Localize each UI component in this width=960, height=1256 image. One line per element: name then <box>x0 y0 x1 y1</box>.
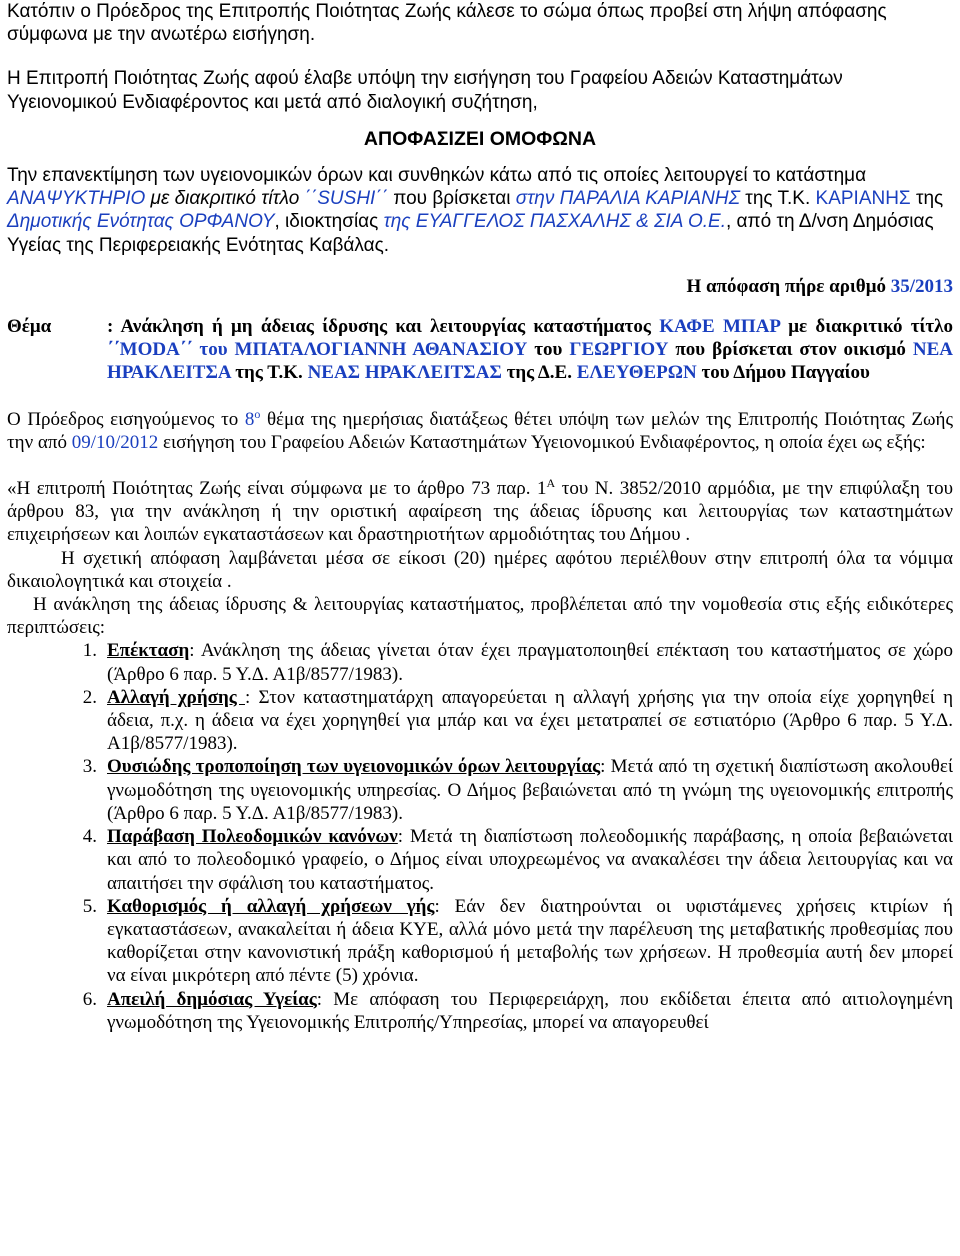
intro-text: Κατόπιν ο Πρόεδρος της Επιτροπής Ποιότητας Ζωής κάλεσε το σώμα όπως προβεί στη λήψη απόφασης σύμφωνα με την ανωτέρω εισήγηση. <box>7 1 887 46</box>
preamble-text: Η Επιτροπή Ποιότητας Ζωής αφού έλαβε υπόψη την εισήγηση του Γραφείου Αδειών Καταστημάτων Υγειονομικού Ενδιαφέροντος και μετά από διαλογική συζήτηση, <box>7 68 843 113</box>
subject-part: με διακριτικό τίτλο <box>779 316 953 338</box>
list-item-text <box>107 988 953 1034</box>
list-item <box>7 686 953 756</box>
case-separator: : <box>245 686 251 708</box>
subject-part: της Τ.Κ. <box>230 362 308 384</box>
list-item <box>7 825 953 895</box>
list-item-text <box>107 639 953 685</box>
case-title: Αλλαγή χρήσης <box>107 686 245 708</box>
case-title: Παράβαση Πολεοδομικών κανόνων <box>107 826 398 848</box>
decision-number-value: 35/2013 <box>890 275 953 297</box>
proposal-text: Η σχετική απόφαση λαμβάνεται μέσα σε είκοσι (20) ημέρες αφότου περιέλθουν στην επιτροπή όλα τα νόμιμα δικαιολογητικά και στοιχεία . <box>7 547 953 592</box>
body-text: Την επανεκτίμηση των υγειονομικών όρων και συνθηκών κάτω από τις οποίες λειτουργεί το κατάστημα <box>7 165 867 187</box>
list-number: 4. <box>82 826 97 848</box>
subject-part: του Δήμου Παγγαίου <box>696 362 870 384</box>
subject-part: της Δ.Ε. <box>501 362 577 384</box>
proposal-paragraph-3 <box>7 593 953 639</box>
list-item-text <box>107 895 953 988</box>
list-item <box>7 639 953 685</box>
case-title: Καθορισμός ή αλλαγή χρήσεων γής <box>107 895 435 917</box>
subject-unit: ΕΛΕΥΘΕΡΩΝ <box>576 362 697 384</box>
subject-father-name: ΓΕΩΡΓΙΟΥ <box>569 339 669 361</box>
decision-number-label: Η απόφαση πήρε αριθμό <box>686 275 891 297</box>
list-item <box>7 988 953 1034</box>
subject-shop-type: ΚΑΦΕ ΜΠΑΡ <box>659 316 780 338</box>
list-item-text <box>107 755 953 825</box>
subject-text <box>107 315 953 385</box>
heading-text: ΑΠΟΦΑΣΙΖΕΙ ΟΜΟΦΩΝΑ <box>363 127 597 150</box>
body-text: , από τη Δ/νση Δημόσιας Υγείας της Περιφερειακής Ενότητας Καβάλας. <box>7 211 934 256</box>
chair-text: Ο Πρόεδρος εισηγούμενος το <box>7 408 245 430</box>
list-item-text <box>107 686 953 756</box>
subject-owner: ΜΠΑΤΑΛΟΓΙΑΝΝΗ ΑΘΑΝΑΣΙΟΥ <box>234 339 528 361</box>
community-name: ΚΑΡΙΑΝΗΣ <box>815 188 911 210</box>
decision-number <box>7 275 953 298</box>
shop-location: ΠΑΡΑΛΙΑ ΚΑΡΙΑΝΗΣ <box>559 188 741 210</box>
case-separator: : <box>397 826 404 848</box>
owner-name: ΕΥΑΓΓΕΛΟΣ ΠΑΣΧΑΛΗΣ & ΣΙΑ Ο.Ε. <box>415 211 726 233</box>
case-separator: : <box>434 895 440 917</box>
case-body: Εάν δεν διατηρούνται οι υφιστάμενες χρήσεις κτιρίων ή εγκαταστάσεων, ανακαλείται ή άδεια ΚΥΕ, αλλά μόνο μετά την παρέλευση της μεταβατικής προθεσμίας που καθορίζεται στην κανονιστική πράξη καθορισμού ή μεταβολής των χρήσεων. Η προθεσμία αυτή δεν μπορεί να είναι μικρότερη από πέντε (5) χρόνια. <box>107 895 953 987</box>
case-title: Επέκταση <box>107 640 190 662</box>
proposal-text: Η ανάκληση της άδειας ίδρυσης & λειτουργίας καταστήματος, προβλέπεται από την νομοθεσία στις εξής ειδικότερες περιπτώσεις: <box>7 594 953 639</box>
unanimous-decision-heading <box>7 128 953 151</box>
proposal-date: 09/10/2012 <box>71 431 159 453</box>
subject-label: Θέμα <box>7 316 52 338</box>
body-text: της Τ.Κ. <box>740 188 816 210</box>
subject-community: ΝΕΑΣ ΗΡΑΚΛΕΙΤΣΑΣ <box>307 362 502 384</box>
case-title: Απειλή δημόσιας Υγείας <box>107 988 317 1010</box>
previous-decision-preamble <box>7 67 953 113</box>
shop-name: ΄΄SUSHI΄΄ <box>304 188 388 210</box>
previous-decision-body <box>7 164 953 257</box>
proposal-paragraph-1 <box>7 477 953 547</box>
case-body: Στον καταστηματάρχη απαγορεύεται η αλλαγή χρήσης για την οποία είχε χορηγηθεί η άδεια, π.χ. η άδεια να έχει χορηγηθεί για μπάρ και να έχει μετατραπεί σε εστιατόριο (Άρθρο 6 παρ. 5 Υ.Δ. Α1β/8577/1983). <box>107 686 953 755</box>
list-number: 6. <box>82 988 97 1010</box>
subject-part: του <box>527 339 570 361</box>
shop-type: ΑΝΑΨΥΚΤΗΡΙΟ <box>7 188 146 210</box>
list-number: 3. <box>82 756 97 778</box>
subject-shop-name: ΄΄MODA΄΄ <box>107 339 193 361</box>
agenda-item-number: 8 <box>244 408 255 430</box>
case-body: Με απόφαση του Περιφερειάρχη, που εκδίδεται έπειτα από αιτιολογημένη γνωμοδότηση της Υγειονομικής Επιτροπής/Υπηρεσίας, μπορεί να απαγορευθεί <box>107 988 954 1033</box>
case-body: Μετά τη διαπίστωση πολεοδομικής παράβασης, η οποία βεβαιώνεται και από το πολεοδομικό γραφείο, ο Δήμος είναι υποχρεωμένος να ανακαλέσει την άδεια λειτουργίας και να απαιτήσει την σφάλιση του καταστήματος. <box>107 826 953 894</box>
proposal-paragraph-2 <box>7 547 953 593</box>
list-number: 1. <box>82 640 97 662</box>
chair-text: θέμα της ημερήσιας διατάξεως θέτει υπόψη των μελών της Επιτροπής Ποιότητας Ζωής την από <box>7 408 953 453</box>
municipal-unit: Δημοτικής Ενότητας ΟΡΦΑΝΟΥ <box>7 211 275 233</box>
proposal-text: του Ν. 3852/2010 αρμόδια, με την επιφύλαξη του άρθρου 83, για την ανάκληση ή την οριστική αφαίρεση της άδειας ίδρυσης και λειτουργίας των καταστημάτων επιχειρήσεων και λοιπών εγκαταστάσεων και δραστηριοτήτων αρμοδιότητας του Δήμου . <box>7 478 953 546</box>
intro-paragraph <box>7 0 953 46</box>
chair-text: εισήγηση του Γραφείου Αδειών Καταστημάτων Υγειονομικού Ενδιαφέροντος, η οποία έχει ως εξής: <box>158 431 926 453</box>
list-number: 2. <box>82 686 97 708</box>
case-separator: : <box>189 640 195 662</box>
subject-block <box>7 315 953 385</box>
list-number: 5. <box>82 895 97 917</box>
article-sup: Α <box>546 476 556 491</box>
subject-part: που βρίσκεται στον οικισμό <box>668 339 913 361</box>
list-item <box>7 755 953 825</box>
body-text: στην <box>515 188 560 210</box>
case-body: Μετά από τη σχετική διαπίστωση ακολουθεί γνωμοδότηση της υγειονομικής υπηρεσίας. Ο Δήμος βεβαιώνεται από τη γνώμη της υγειονομικής επιτροπής (Άρθρο 6 παρ. 5 Υ.Δ. Α1β/8577/1983). <box>107 756 953 824</box>
proposal-text: «Η επιτροπή Ποιότητας Ζωής είναι σύμφωνα με το άρθρο 73 παρ. 1 <box>7 478 547 500</box>
revocation-cases-list <box>7 639 953 1033</box>
subject-part: του <box>192 339 235 361</box>
body-text: της <box>383 211 416 233</box>
agenda-item-sup: ο <box>254 406 261 421</box>
body-text: που βρίσκεται <box>388 188 516 210</box>
body-text: με διακριτικό τίτλο <box>145 188 305 210</box>
list-item-text <box>107 825 953 895</box>
subject-part: : Ανάκληση ή μη άδειας ίδρυσης και λειτουργίας καταστήματος <box>107 316 660 338</box>
chair-paragraph <box>7 408 953 454</box>
body-text: της <box>910 188 944 210</box>
case-body: Ανάκληση της άδειας γίνεται όταν έχει πραγματοποιηθεί επέκταση του καταστήματος σε χώρο (Άρθρο 6 παρ. 5 Υ.Δ. Α1β/8577/1983). <box>107 640 953 685</box>
case-separator: : <box>600 756 606 778</box>
list-item <box>7 895 953 988</box>
case-title: Ουσιώδης τροποποίηση των υγειονομικών όρων λειτουργίας <box>107 756 601 778</box>
body-text: , ιδιοκτησίας <box>274 211 384 233</box>
case-separator: : <box>316 988 322 1010</box>
subject-settlement: ΝΕΑ ΗΡΑΚΛΕΙΤΣΑ <box>107 339 953 384</box>
